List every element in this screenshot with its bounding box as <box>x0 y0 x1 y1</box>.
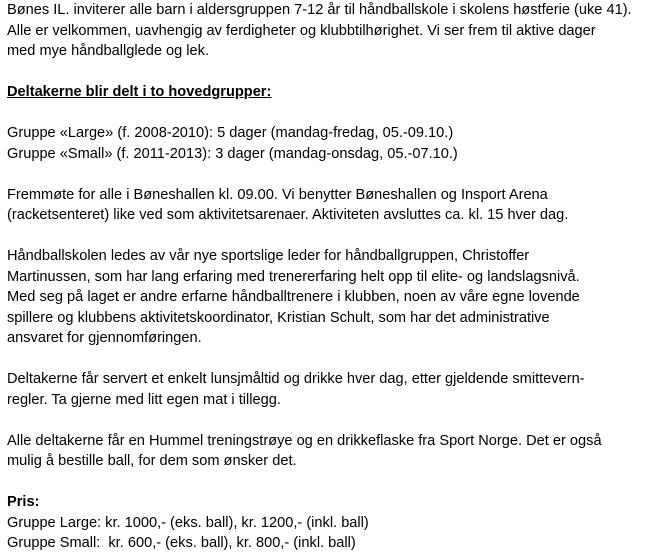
groups-list <box>7 123 647 164</box>
meeting-paragraph <box>7 185 647 226</box>
text-line: Alle er velkommen, uavhengig av ferdigheter og klubbtilhørighet. Vi ser frem til aktive dager <box>7 22 596 39</box>
paragraph-gap <box>7 472 647 493</box>
text-line: ansvaret for gjennomføringen. <box>7 330 202 346</box>
paragraph-gap <box>7 410 647 431</box>
paragraph-gap <box>7 226 647 247</box>
text-line: Håndballskolen ledes av vår nye sportslige leder for håndballgruppen, Christoffer <box>7 248 530 264</box>
text-line: regler. Ta gjerne med litt egen mat i tillegg. <box>7 391 281 408</box>
text-line: Med seg på laget er andre erfarne håndballtrenere i klubben, noen av våre egne lovende <box>7 289 580 305</box>
text-line: Deltakerne får servert et enkelt lunsjmåltid og drikke hver dag, etter gjeldende smittevern- <box>7 371 585 387</box>
document-body <box>7 0 647 554</box>
gear-paragraph <box>7 431 647 472</box>
paragraph-gap <box>7 103 647 124</box>
lunch-paragraph <box>7 369 647 410</box>
text-line: med mye håndballglede og lek. <box>7 43 210 59</box>
leaders-paragraph <box>7 246 647 349</box>
paragraph-gap <box>7 164 647 185</box>
group-item: Gruppe «Small» (f. 2011-2013): 3 dager (mandag-onsdag, 05.-07.10.) <box>7 145 458 162</box>
text-line: Martinussen, som har lang erfaring med trenererfaring helt opp til elite- og landslagsnivå. <box>7 268 580 285</box>
text-line: spillere og klubbens aktivitetskoordinator, Kristian Schult, som har det administrative <box>7 309 550 326</box>
paragraph-gap <box>7 62 647 83</box>
intro-paragraph <box>7 0 647 62</box>
text-line: Bønes IL. inviterer alle barn i aldersgruppen 7-12 år til håndballskole i skolens høstferie (uke 41). <box>7 2 632 18</box>
price-list <box>7 513 647 554</box>
price-item: Gruppe Small: kr. 600,- (eks. ball), kr. 800,- (inkl. ball) <box>7 535 356 551</box>
text-line: mulig å bestille ball, for dem som ønsker det. <box>7 453 297 469</box>
price-heading: Pris: <box>7 494 40 510</box>
text-line: Alle deltakerne får en Hummel treningstrøye og en drikkeflaske fra Sport Norge. Det er også <box>7 432 602 449</box>
group-item: Gruppe «Large» (f. 2008-2010): 5 dager (mandag-fredag, 05.-09.10.) <box>7 125 454 141</box>
text-line: (racketsenteret) like ved som aktivitetsarenaer. Aktiviteten avsluttes ca. kl. 15 hver dag. <box>7 207 569 223</box>
groups-heading: Deltakerne blir delt i to hovedgrupper: <box>7 84 272 100</box>
paragraph-gap <box>7 349 647 370</box>
price-item: Gruppe Large: kr. 1000,- (eks. ball), kr. 1200,- (inkl. ball) <box>7 514 369 531</box>
text-line: Fremmøte for alle i Bøneshallen kl. 09.00. Vi benytter Bøneshallen og Insport Arena <box>7 186 548 203</box>
